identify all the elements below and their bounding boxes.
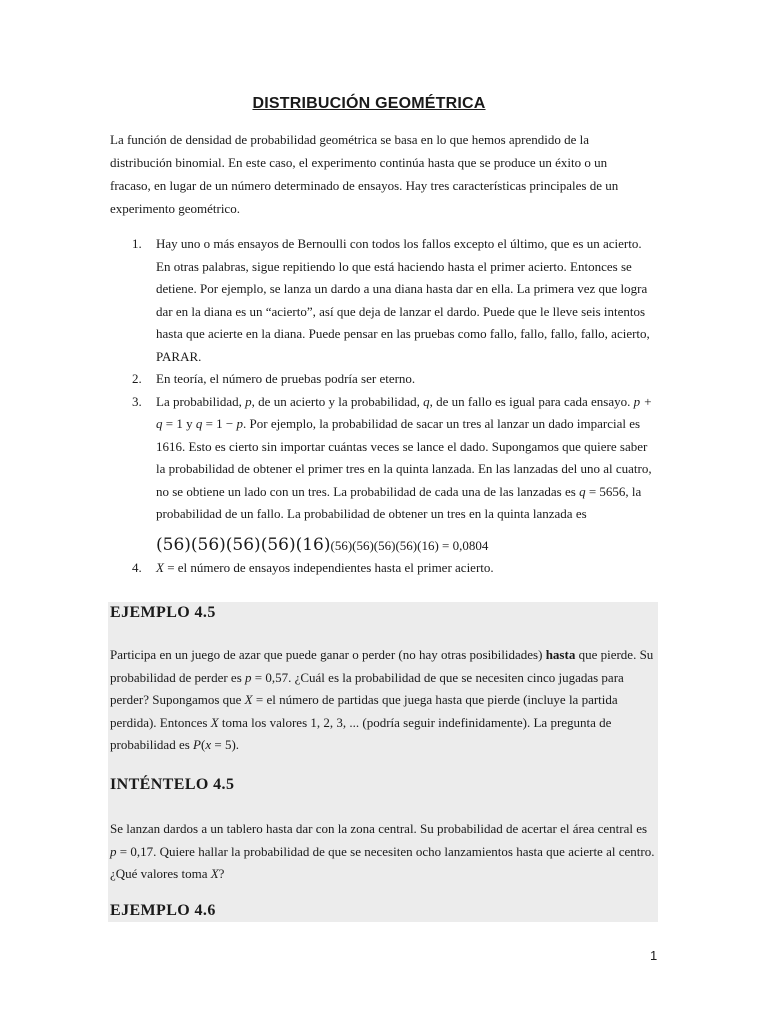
list-number: 1. — [132, 236, 142, 251]
list-item-text: Hay uno o más ensayos de Bernoulli con todos los fallos excepto el último, que es un acierto. En otras palabras, sigue repitiendo lo que está haciendo hasta el primer acierto. Entonces se detiene. Por ejemplo, se lanza un dardo a una diana hasta dar en ella. La primera vez que logra dar en la diana es un “acierto”, así que deja de lanzar el dardo. Puede que le lleve seis intentos hasta que acierte en la diana. Puede pensar en las pruebas como fallo, fallo, fallo, fallo, acierto, PARAR. — [156, 236, 650, 364]
list-item-text: La probabilidad, p, de un acierto y la probabilidad, q, de un fallo es igual para cada ensayo. p + q = 1 y q = 1 − p. Por ejemplo, la probabilidad de sacar un tres al lanzar un dado imparcial es 1616. Esto es cierto sin importar cuántas veces se lance el dado. Supongamos que quiere saber la probabilidad de obtener el primer tres en la quinta lanzada. En las lanzadas del uno al cuatro, no se obtiene un lado con un tres. La probabilidad de cada una de las lanzadas es q = 5656, la probabilidad de un fallo. La probabilidad de obtener un tres en la quinta lanzada es — [156, 393, 653, 521]
example-4-5-text: Participa en un juego de azar que puede ganar o perder (no hay otras posibilidades) hasta que pierde. Su probabilidad de perder es p = 0,57. ¿Cuál es la probabilidad de que se necesiten cinco jugadas para perder? Supongamos que X = el número de partidas que juega hasta que pierde (incluye la partida perdida). Entonces X toma los valores 1, 2, 3, ... (podría seguir indefinidamente). La pregunta de probabilidad es P(x = 5). — [110, 647, 654, 752]
try-it-4-5-text: Se lanzan dardos a un tablero hasta dar con la zona central. Su probabilidad de acertar el área central es p = 0,17. Quiere hallar la probabilidad de que se necesiten ocho lanzamientos hasta que acierte al centro. ¿Qué valores toma X? — [110, 821, 655, 881]
probability-formula: (56)(56)(56)(56)(16)(56)(56)(56)(56)(16) = 0,0804 — [156, 534, 489, 555]
document-title: DISTRIBUCIÓN GEOMÉTRICA — [252, 94, 486, 112]
list-item — [110, 233, 658, 368]
example-4-5-heading: EJEMPLO 4.5 — [110, 604, 216, 621]
example-4-5-box — [108, 602, 658, 762]
list-item — [110, 557, 658, 580]
example-4-6-heading: EJEMPLO 4.6 — [110, 902, 216, 919]
list-item-text: En teoría, el número de pruebas podría ser eterno. — [156, 371, 416, 386]
list-number: 4. — [132, 560, 142, 575]
list-item — [110, 368, 658, 391]
characteristics-list — [110, 233, 658, 580]
page-number: 1 — [650, 948, 658, 963]
list-item-text: X = el número de ensayos independientes hasta el primer acierto. — [156, 560, 494, 575]
intro-paragraph: La función de densidad de probabilidad geométrica se basa en lo que hemos aprendido de la distribución binomial. En este caso, el experimento continúa hasta que se produce un éxito o un fracaso, en lugar de un número determinado de ensayos. Hay tres características principales de un experimento geométrico. — [110, 132, 619, 216]
list-number: 3. — [132, 393, 142, 409]
try-it-4-5-box — [108, 762, 658, 922]
try-it-4-5-heading: INTÉNTELO 4.5 — [110, 776, 235, 793]
list-item — [110, 391, 658, 558]
list-number: 2. — [132, 371, 142, 386]
